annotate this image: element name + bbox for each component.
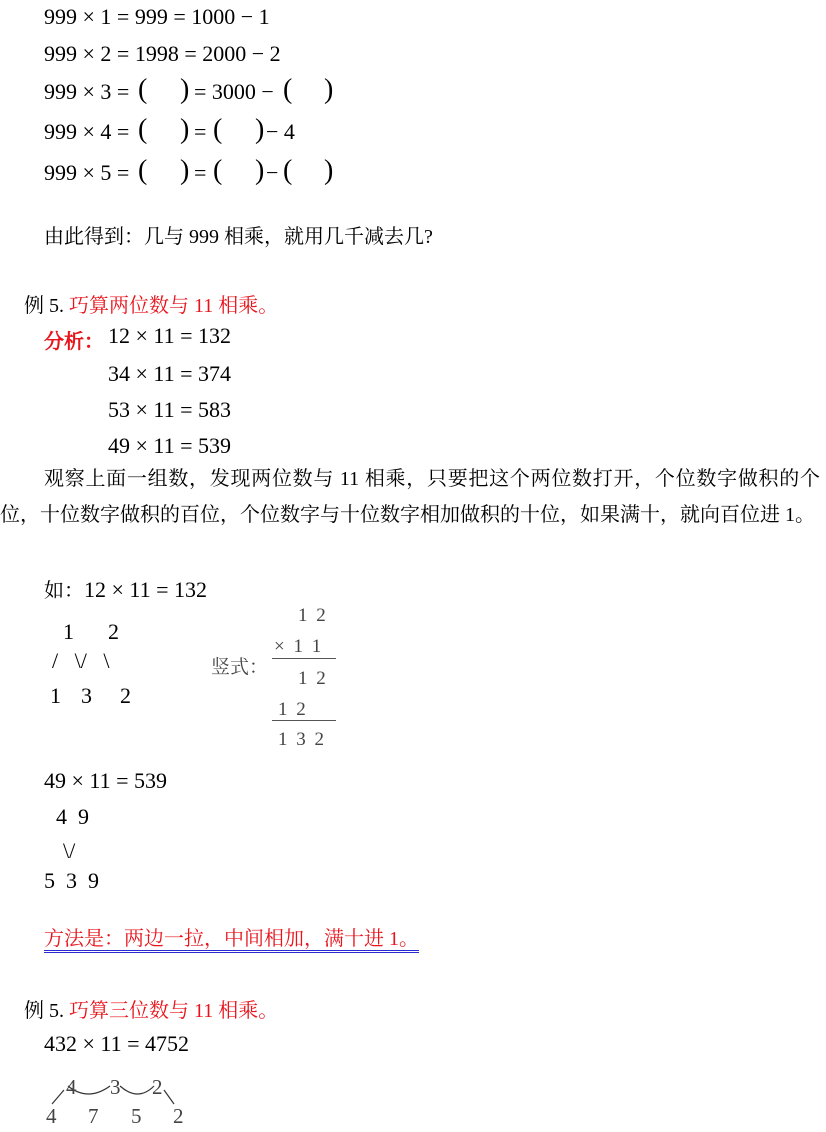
equation-tail: − 4	[266, 119, 295, 144]
equation-mid: =	[194, 119, 207, 144]
blank-paren: )	[180, 114, 190, 145]
vertical-rule	[272, 658, 336, 659]
equation-line: 34 × 11 = 374	[108, 361, 231, 386]
example-heading	[24, 994, 278, 1023]
blank-paren: )	[180, 155, 190, 186]
vertical-row: × 1 1	[274, 636, 324, 657]
example-line	[44, 574, 207, 603]
right-stroke	[164, 1090, 174, 1104]
example-title: 巧算两位数与 11 相乘。	[69, 295, 279, 317]
analysis-label: 分析：	[44, 331, 104, 353]
split-top-digit: 2	[108, 619, 119, 644]
split-bottom-digit: 3	[81, 683, 92, 708]
equation-999x1: 999 × 1 = 999 = 1000 − 1	[44, 4, 270, 29]
blank-paren: )	[324, 74, 334, 105]
top-digit: 2	[152, 1075, 163, 1099]
blank-paren: (	[283, 74, 293, 105]
blank-paren: (	[213, 114, 223, 145]
vertical-row: 1 3 2	[278, 729, 326, 750]
example-prefix: 如：	[44, 580, 84, 602]
equation-lhs: 999 × 3 =	[44, 79, 130, 104]
left-stroke	[52, 1090, 64, 1104]
example-equation: 49 × 11 = 539	[44, 768, 167, 793]
blank-paren: )	[180, 74, 190, 105]
split-top-digits: 4 9	[56, 804, 89, 829]
bottom-digit: 7	[88, 1104, 99, 1128]
equation-999x4	[44, 119, 129, 145]
split-lines: / \/ \	[52, 648, 110, 673]
vertical-label: 竖式：	[211, 657, 269, 678]
example-label: 例 5.	[24, 1000, 64, 1022]
example-title: 巧算三位数与 11 相乘。	[69, 1000, 279, 1022]
method-statement	[44, 922, 419, 951]
split-lines: \/	[63, 838, 76, 863]
method-text: 方法是：两边一拉，中间相加，满十进 1。	[44, 928, 419, 953]
bottom-digit: 2	[173, 1104, 184, 1128]
example-equation: 12 × 11 = 132	[84, 577, 207, 602]
vertical-row: 1 2	[278, 699, 308, 720]
split-bottom-digits: 5 3 9	[44, 868, 99, 893]
blank-paren: )	[255, 114, 265, 145]
blank-paren: (	[283, 155, 293, 186]
example-equation: 432 × 11 = 4752	[44, 1031, 189, 1056]
equation-mid: =	[194, 160, 207, 185]
vertical-rule	[272, 720, 336, 721]
equation-line: 49 × 11 = 539	[108, 433, 231, 458]
bottom-digit: 5	[131, 1104, 142, 1128]
equation-line: 53 × 11 = 583	[108, 397, 231, 422]
vertical-row: 1 2	[298, 605, 328, 626]
top-digit: 4	[66, 1075, 77, 1099]
equation-999x5	[44, 160, 129, 186]
equation-mid: −	[266, 160, 279, 185]
top-digit: 3	[110, 1075, 121, 1099]
split-bottom-digit: 1	[50, 683, 61, 708]
blank-paren: (	[138, 74, 148, 105]
conclusion-text: 由此得到：几与 999 相乘，就用几千减去几?	[44, 226, 433, 248]
equation-line: 12 × 11 = 132	[108, 323, 231, 348]
example-heading	[24, 289, 278, 318]
equation-mid: = 3000 −	[194, 79, 274, 104]
bottom-digit: 4	[46, 1104, 57, 1128]
split-top-digit: 1	[63, 619, 74, 644]
blank-paren: )	[255, 155, 265, 186]
blank-paren: (	[138, 114, 148, 145]
split-bottom-digit: 2	[120, 683, 131, 708]
arc-connector	[120, 1086, 154, 1094]
equation-lhs: 999 × 4 =	[44, 119, 130, 144]
blank-paren: )	[324, 155, 334, 186]
equation-lhs: 999 × 5 =	[44, 160, 130, 185]
explanation-paragraph: 观察上面一组数，发现两位数与 11 相乘，只要把这个两位数打开，个位数字做积的个位，十位数字做积的百位，个位数字与十位数字相加做积的十位，如果满十，就向百位进 1。	[0, 468, 820, 526]
blank-paren: (	[138, 155, 148, 186]
example-label: 例 5.	[24, 295, 64, 317]
blank-paren: (	[213, 155, 223, 186]
equation-999x2: 999 × 2 = 1998 = 2000 − 2	[44, 41, 281, 66]
equation-999x3	[44, 79, 129, 105]
vertical-row: 1 2	[298, 668, 328, 689]
